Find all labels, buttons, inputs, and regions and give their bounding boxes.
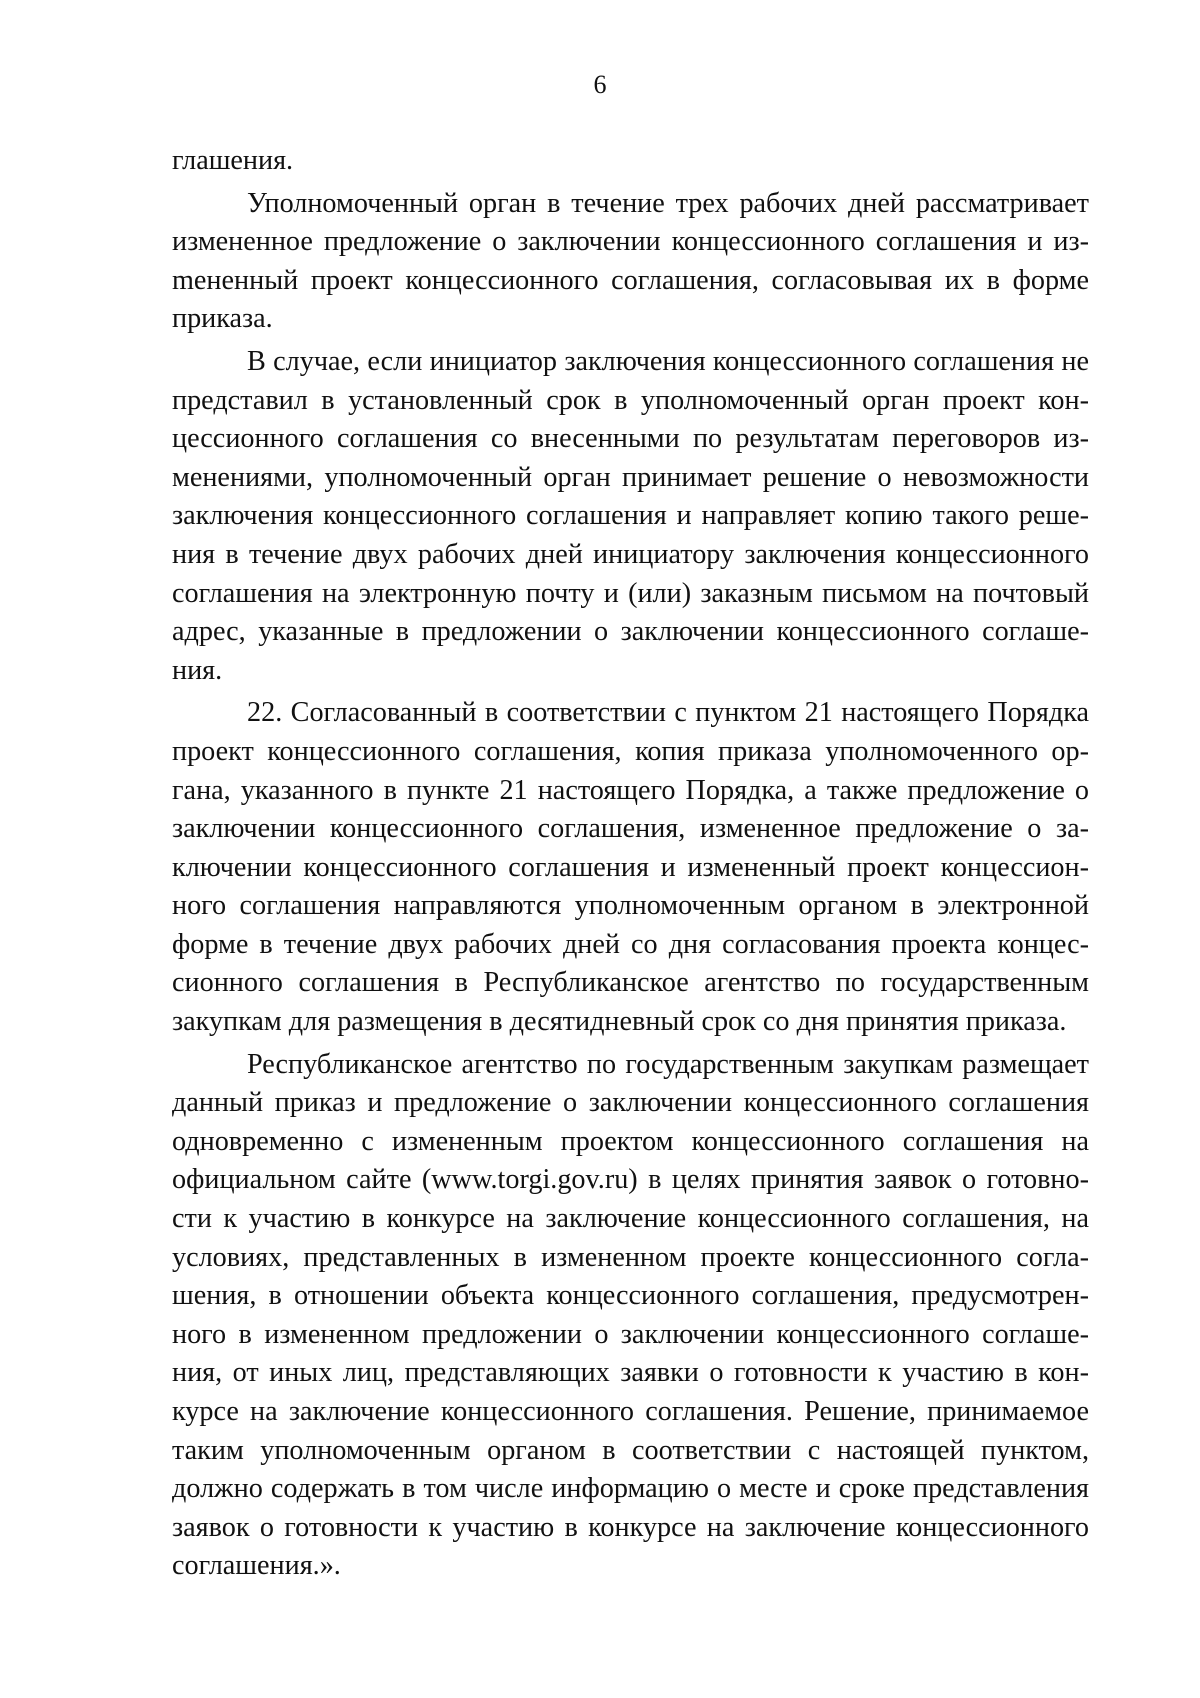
paragraph-review-term: Уполномоченный орган в течение трех рабочих дней рассматривает измененное предложение о заключении концессионного соглашения и изmененный проект концессионного соглашения, согласовывая их в форме приказа. bbox=[172, 187, 1089, 335]
paragraph-publication: Республиканское агентство по государственным закупкам размещает данный приказ и предложение о заключении концессионного соглашения одновременно с измененным проектом концессионного соглашения на официальном сайте (www.torgi.gov.ru) в целях принятия заявок о готовности к участию в конкурсе на заключение концессионного соглашения, на условиях, представленных в измененном проекте концессионного соглашения, в отношении объекта концессионного соглашения, предусмотренного в измененном предложении о заключении концессионного соглашения, от иных лиц, представляющих заявки о готовности к участию в конкурсе на заключение концессионного соглашения. Решение, принимаемое таким уполномоченным органом в соответствии с настоящей пунктом, должно содержать в том числе информацию о месте и сроке представления заявок о готовности к участию в конкурсе на заключение концессионного соглашения.». bbox=[172, 1048, 1089, 1582]
paragraph-item-22: 22. Согласованный в соответствии с пунктом 21 настоящего Порядка проект концессионного соглашения, копия приказа уполномоченного органа, указанного в пункте 21 настоящего Порядка, а также предложение о заключении концессионного соглашения, измененное предложение о заключении концессионного соглашения и измененный проект концессионного соглашения направляются уполномоченным органом в электронной форме в течение двух рабочих дней со дня согласования проекта концессионного соглашения в Республиканское агентство по государственным закупкам для размещения в десятидневный срок со дня принятия приказа. bbox=[172, 697, 1089, 1038]
document-body bbox=[172, 142, 1089, 1586]
paragraph-refusal-case: В случае, если инициатор заключения концессионного соглашения не представил в установленный срок в уполномоченный орган проект концессионного соглашения со внесенными по результатам переговоров изменениями, уполномоченный орган принимает решение о невозможности заключения концессионного соглашения и направляет копию такого решения в течение двух рабочих дней инициатору заключения концессионного соглашения на электронную почту и (или) заказным письмом на почтовый адрес, указанные в предложении о заключении концессионного соглашения. bbox=[172, 345, 1089, 686]
page-number: 6 bbox=[593, 70, 607, 99]
paragraph-continuation: глашения. bbox=[172, 145, 294, 176]
